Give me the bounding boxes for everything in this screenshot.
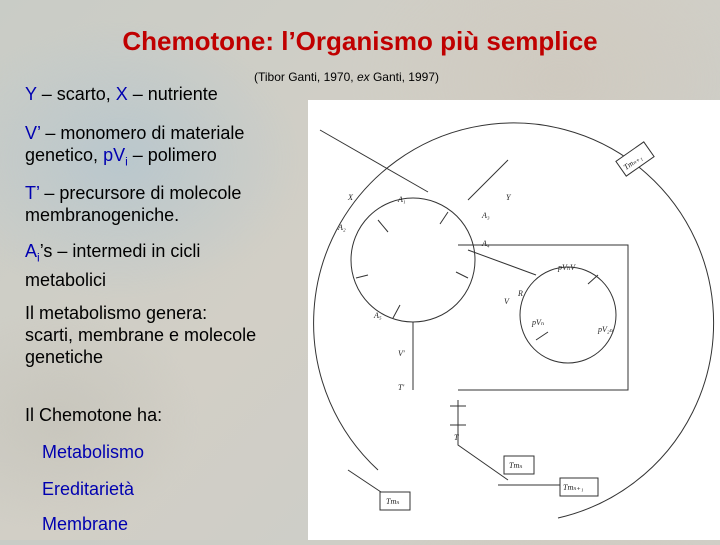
pv-symbol: p [103, 145, 114, 165]
label-pvnv: pVₙV [558, 263, 576, 272]
metab-line-2: scarti, membrane e molecole [25, 325, 257, 345]
t-symbol: T’ [25, 183, 40, 203]
slide-title: Chemotone: l’Organismo più semplice [122, 26, 598, 56]
feature-metabolism: Metabolismo [42, 442, 145, 462]
feature-membranes: Membrane [42, 514, 129, 534]
a-sub: i [37, 250, 40, 265]
x-symbol: X [115, 84, 128, 104]
waste-path [468, 160, 508, 200]
pv-v: V [113, 145, 126, 165]
label-t: T [454, 433, 459, 442]
t-line-2: membranogeniche. [25, 205, 180, 225]
v-path [468, 250, 536, 275]
citation [254, 70, 439, 84]
chemoton-diagram [308, 100, 720, 540]
t-path [458, 400, 508, 480]
metabolic-cycle [351, 198, 475, 322]
t-line-1 [25, 182, 241, 204]
label-a2: A₂ [338, 223, 346, 232]
label-tprime: T' [398, 383, 405, 392]
pv-sub: i [125, 154, 128, 169]
label-tm-outside: Tmₙ [386, 497, 400, 506]
label-tm-mid: Tmₙ [509, 461, 523, 470]
v-line-2 [25, 144, 244, 173]
legend-v [25, 122, 244, 173]
y-text: – scarto, [36, 84, 116, 104]
nutrient-path [320, 130, 428, 192]
citation-prefix: (Tibor Ganti, 1970, [254, 70, 357, 84]
label-pvn: pVₙ [532, 318, 545, 327]
chemoton-svg [308, 100, 720, 540]
label-a4: A₄ [482, 239, 490, 248]
v-line-1 [25, 122, 244, 144]
metab-line-3: genetiche [25, 347, 104, 367]
legend-t [25, 182, 241, 226]
a-line-1 [25, 240, 200, 269]
citation-italic: ex [356, 70, 370, 84]
citation-suffix: Ganti, 1997) [369, 70, 439, 84]
y-symbol: Y [25, 84, 37, 104]
v-text-2: genetico, [25, 145, 104, 165]
t-text-1: – precursore di molecole [39, 183, 242, 203]
pv-text: – polimero [127, 145, 217, 165]
label-r: R [518, 289, 523, 298]
v-symbol: V’ [25, 123, 41, 143]
legend-a [25, 240, 200, 291]
metab-line-1: Il metabolismo genera: [25, 303, 208, 323]
legend-metabolism [25, 302, 256, 368]
legend-yx [25, 83, 218, 105]
label-y: Y [506, 193, 511, 202]
label-a1: A₁ [398, 195, 406, 204]
label-tm-top: Tmₙ₊₁ [621, 152, 644, 172]
a-symbol: A [25, 241, 38, 261]
label-vprime: V' [398, 349, 405, 358]
has-heading: Il Chemotone ha: [25, 405, 163, 425]
label-pv2n: pV₂ₙ [598, 325, 613, 334]
label-a5: A₅ [374, 311, 382, 320]
label-tm-right: Tmₙ₊₁ [563, 483, 584, 492]
template-cycle [520, 267, 616, 363]
a-line-2: metabolici [25, 269, 107, 290]
label-a3: A₃ [482, 211, 490, 220]
v-text-1: – monomero di materiale [40, 123, 245, 143]
feature-heredity: Ereditarietà [42, 479, 135, 499]
label-x: X [348, 193, 353, 202]
x-text: – nutriente [127, 84, 218, 104]
label-v: V [504, 297, 509, 306]
a-text-1: ’s – intermedi in cicli [39, 241, 201, 261]
